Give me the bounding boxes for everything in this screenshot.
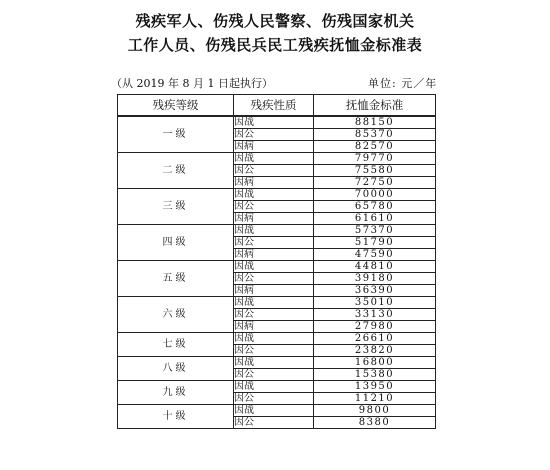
- header-disability-nature: 残疾性质: [234, 95, 314, 117]
- pension-amount-cell: 36390: [314, 285, 436, 297]
- disability-nature-cell: 因病: [234, 141, 314, 153]
- disability-nature-cell: 因病: [234, 285, 314, 297]
- header-pension-standard: 抚恤金标准: [314, 95, 436, 117]
- pension-amount-cell: 72750: [314, 177, 436, 189]
- pension-standard-table: [117, 94, 436, 429]
- pension-amount-cell: 33130: [314, 309, 436, 321]
- disability-nature-cell: 因战: [234, 381, 314, 393]
- disability-nature-cell: 因公: [234, 165, 314, 177]
- disability-nature-cell: 因病: [234, 177, 314, 189]
- table-body: [118, 116, 436, 429]
- unit-label: 单位: 元／年: [368, 77, 438, 90]
- disability-nature-cell: 因病: [234, 213, 314, 225]
- disability-nature-cell: 因公: [234, 345, 314, 357]
- disability-nature-cell: 因公: [234, 309, 314, 321]
- effective-date-note: （从 2019 年 8 月 1 日起执行）: [111, 77, 273, 90]
- pension-amount-cell: 15380: [314, 369, 436, 381]
- table-row: [118, 153, 436, 165]
- table-row: [118, 116, 436, 129]
- pension-amount-cell: 11210: [314, 393, 436, 405]
- disability-nature-cell: 因战: [234, 405, 314, 417]
- table-row: [118, 189, 436, 201]
- header-disability-level: 残疾等级: [118, 95, 234, 117]
- disability-level-cell: 十级: [118, 405, 234, 429]
- pension-amount-cell: 79770: [314, 153, 436, 165]
- disability-level-cell: 七级: [118, 333, 234, 357]
- pension-amount-cell: 88150: [314, 116, 436, 129]
- pension-amount-cell: 39180: [314, 273, 436, 285]
- pension-amount-cell: 70000: [314, 189, 436, 201]
- pension-amount-cell: 85370: [314, 129, 436, 141]
- disability-level-cell: 五级: [118, 261, 234, 297]
- pension-amount-cell: 57370: [314, 225, 436, 237]
- pension-amount-cell: 61610: [314, 213, 436, 225]
- disability-level-cell: 九级: [118, 381, 234, 405]
- disability-nature-cell: 因公: [234, 201, 314, 213]
- pension-amount-cell: 13950: [314, 381, 436, 393]
- table-row: [118, 333, 436, 345]
- disability-nature-cell: 因公: [234, 237, 314, 249]
- table-row: [118, 381, 436, 393]
- disability-nature-cell: 因战: [234, 153, 314, 165]
- disability-nature-cell: 因公: [234, 273, 314, 285]
- disability-nature-cell: 因公: [234, 417, 314, 429]
- disability-nature-cell: 因公: [234, 129, 314, 141]
- pension-amount-cell: 9800: [314, 405, 436, 417]
- table-row: [118, 225, 436, 237]
- table-header-row: [118, 95, 436, 117]
- disability-nature-cell: 因病: [234, 249, 314, 261]
- disability-nature-cell: 因战: [234, 189, 314, 201]
- disability-nature-cell: 因战: [234, 225, 314, 237]
- disability-nature-cell: 因战: [234, 357, 314, 369]
- table-row: [118, 405, 436, 417]
- disability-nature-cell: 因战: [234, 116, 314, 129]
- disability-nature-cell: 因战: [234, 297, 314, 309]
- table-row: [118, 261, 436, 273]
- disability-level-cell: 一级: [118, 116, 234, 153]
- table-row: [118, 297, 436, 309]
- pension-amount-cell: 51790: [314, 237, 436, 249]
- disability-nature-cell: 因病: [234, 321, 314, 333]
- pension-amount-cell: 47590: [314, 249, 436, 261]
- pension-amount-cell: 65780: [314, 201, 436, 213]
- pension-amount-cell: 8380: [314, 417, 436, 429]
- disability-level-cell: 二级: [118, 153, 234, 189]
- pension-amount-cell: 16800: [314, 357, 436, 369]
- disability-nature-cell: 因公: [234, 369, 314, 381]
- disability-nature-cell: 因战: [234, 261, 314, 273]
- pension-amount-cell: 35010: [314, 297, 436, 309]
- pension-amount-cell: 23820: [314, 345, 436, 357]
- document-title-line-2: 工作人员、伤残民兵民工残疾抚恤金标准表: [127, 36, 423, 54]
- pension-amount-cell: 82570: [314, 141, 436, 153]
- disability-level-cell: 八级: [118, 357, 234, 381]
- disability-level-cell: 三级: [118, 189, 234, 225]
- disability-level-cell: 四级: [118, 225, 234, 261]
- disability-nature-cell: 因战: [234, 333, 314, 345]
- pension-amount-cell: 44810: [314, 261, 436, 273]
- disability-nature-cell: 因公: [234, 393, 314, 405]
- disability-level-cell: 六级: [118, 297, 234, 333]
- pension-amount-cell: 26610: [314, 333, 436, 345]
- pension-amount-cell: 27980: [314, 321, 436, 333]
- table-row: [118, 357, 436, 369]
- document-title-line-1: 残疾军人、伤残人民警察、伤残国家机关: [135, 12, 415, 30]
- pension-amount-cell: 75580: [314, 165, 436, 177]
